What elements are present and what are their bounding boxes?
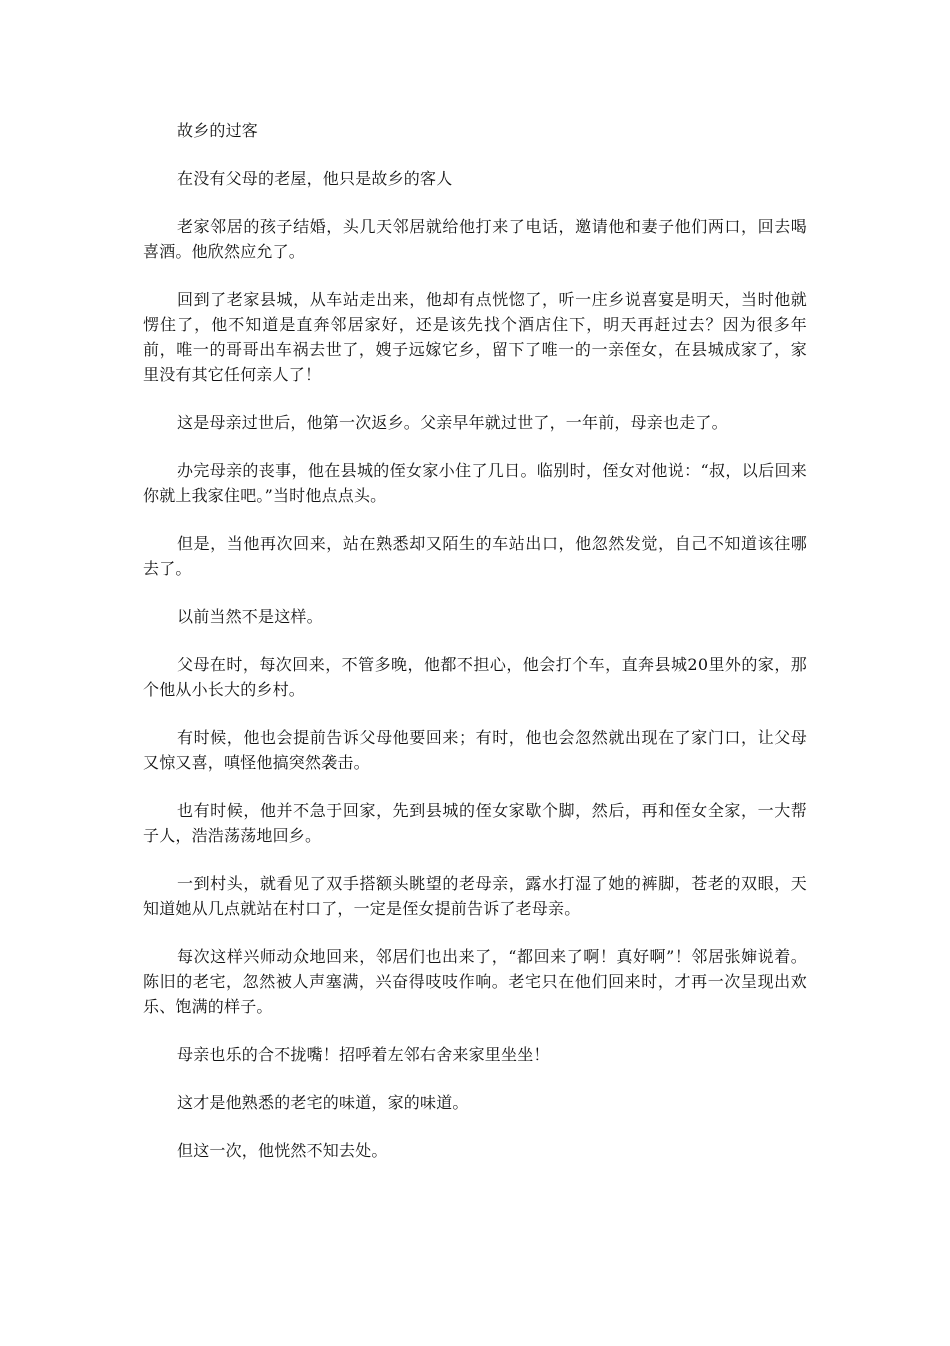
paragraph: 回到了老家县城，从车站走出来，他却有点恍惚了，听一庄乡说喜宴是明天，当时他就愣住了，他不知道是直奔邻居家好，还是该先找个酒店住下，明天再赶过去？因为很多年前，唯一的哥哥出车祸去世了，嫂子远嫁它乡，留下了唯一的一亲侄女，在县城成家了，家里没有其它任何亲人了！ — [143, 290, 807, 384]
paragraph: 但是，当他再次回来，站在熟悉却又陌生的车站出口，他忽然发觉，自己不知道该往哪去了。 — [143, 534, 807, 578]
paragraph: 老家邻居的孩子结婚，头几天邻居就给他打来了电话，邀请他和妻子他们两口，回去喝喜酒。他欣然应允了。 — [143, 217, 807, 261]
paragraph: 这是母亲过世后，他第一次返乡。父亲早年就过世了，一年前，母亲也走了。 — [177, 413, 728, 432]
paragraph: 一到村头，就看见了双手搭额头眺望的老母亲，露水打湿了她的裤脚，苍老的双眼，天知道她从几点就站在村口了，一定是侄女提前告诉了老母亲。 — [143, 874, 807, 918]
paragraph: 但这一次，他恍然不知去处。 — [177, 1141, 388, 1160]
document-body — [143, 118, 807, 1186]
paragraph: 这才是他熟悉的老宅的味道，家的味道。 — [177, 1093, 469, 1112]
paragraph: 也有时候，他并不急于回家，先到县城的侄女家歇个脚，然后，再和侄女全家，一大帮子人，浩浩荡荡地回乡。 — [143, 801, 807, 845]
paragraph: 父母在时，每次回来，不管多晚，他都不担心，他会打个车，直奔县城20里外的家，那个他从小长大的乡村。 — [143, 655, 807, 699]
document-subtitle: 在没有父母的老屋，他只是故乡的客人 — [177, 169, 453, 188]
paragraph: 母亲也乐的合不拢嘴！招呼着左邻右舍来家里坐坐！ — [177, 1045, 550, 1064]
paragraph: 办完母亲的丧事，他在县城的侄女家小住了几日。临别时，侄女对他说：“叔，以后回来你就上我家住吧。”当时他点点头。 — [143, 461, 807, 505]
document-title: 故乡的过客 — [177, 121, 259, 140]
paragraph: 有时候，他也会提前告诉父母他要回来；有时，他也会忽然就出现在了家门口，让父母又惊又喜，嗔怪他搞突然袭击。 — [143, 728, 807, 772]
paragraph: 以前当然不是这样。 — [177, 607, 323, 626]
paragraph: 每次这样兴师动众地回来，邻居们也出来了，“都回来了啊！真好啊”！邻居张婶说着。陈旧的老宅，忽然被人声塞满，兴奋得吱吱作响。老宅只在他们回来时，才再一次呈现出欢乐、饱满的样子。 — [143, 947, 807, 1016]
